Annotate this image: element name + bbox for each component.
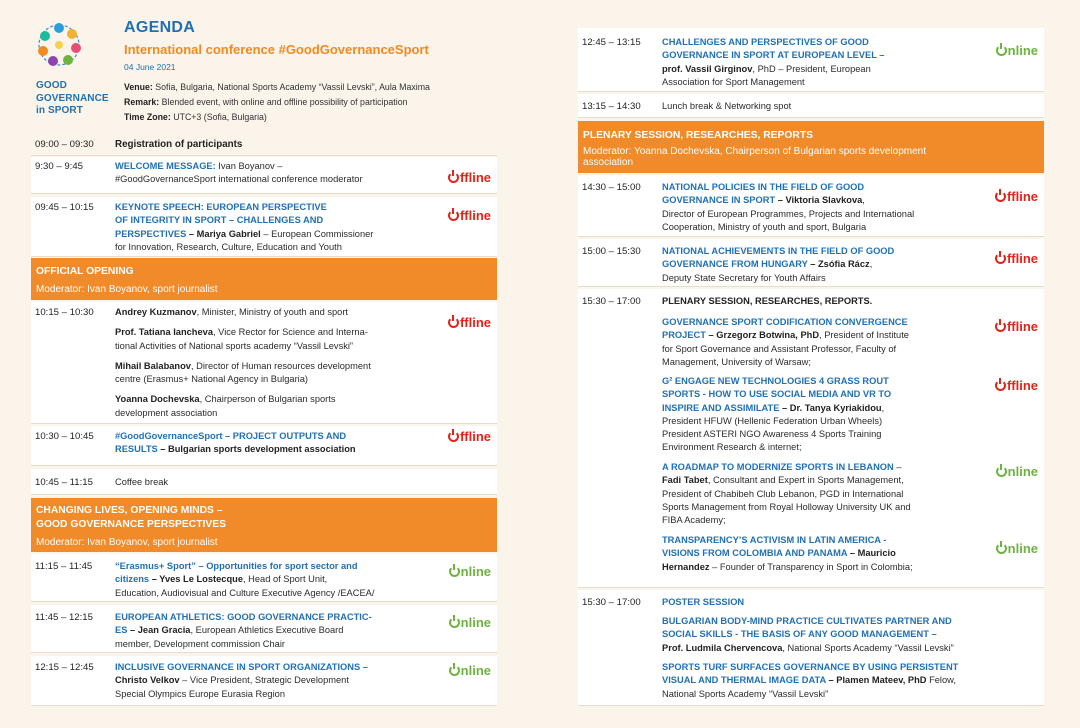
speaker-role-line-4: FIBA Academy; — [662, 515, 726, 526]
session-title: INCLUSIVE GOVERNANCE IN SPORT ORGANIZATIONS – — [115, 662, 368, 672]
online-badge — [449, 564, 491, 579]
row-time: 11:45 – 12:15 — [35, 612, 93, 623]
speaker-comma: , — [869, 259, 873, 270]
speaker-role-line-2: tional Activities of National sports academy “Vassil Levski” — [115, 340, 354, 351]
row-time: 9:30 – 9:45 — [35, 161, 84, 172]
row-text — [115, 430, 435, 457]
session-title-line-1: #GoodGovernanceSport – PROJECT OUTPUTS AND — [115, 431, 347, 441]
speaker-role-line-2: for Sport Governance and Assistant Professor, Faculty of — [662, 343, 897, 354]
section-title-line-1: CHANGING LIVES, OPENING MINDS – — [36, 505, 223, 516]
online-badge — [996, 464, 1038, 479]
poster-title-line-2: SOCIAL SKILLS - THE BASIS OF ANY GOOD MANAGEMENT – — [662, 629, 937, 640]
speaker-name: – Bulgarian sports development association — [157, 444, 356, 455]
poster-title-line-1: BULGARIAN BODY-MIND PRACTICE CULTIVATES PARTNER AND — [662, 616, 952, 626]
session-title-line-1: NATIONAL ACHIEVEMENTS IN THE FIELD OF GOOD — [662, 246, 895, 256]
speaker-name: Mihail Balabanov — [115, 360, 191, 371]
session-title-line-1: EUROPEAN ATHLETICS: GOOD GOVERNANCE PRACTIC- — [115, 612, 372, 622]
row-time: 09:45 – 10:15 — [35, 202, 94, 213]
report-title-line-1: A ROADMAP TO MODERNIZE SPORTS IN LEBANON — [662, 462, 894, 472]
agenda-row-european-athletics — [31, 605, 497, 653]
speaker-name: Andrey Kuzmanov — [115, 307, 197, 317]
session-title-line-2: OF INTEGRITY IN SPORT – CHALLENGES AND — [115, 215, 324, 226]
agenda-row-coffee-break — [31, 469, 497, 495]
agenda-header — [31, 0, 497, 135]
left-column — [31, 0, 497, 699]
offline-badge — [995, 251, 1038, 266]
speaker-role: , Head of Sport Unit, — [243, 574, 328, 585]
offline-power-icon — [448, 431, 459, 442]
agenda-row-challenges — [578, 28, 1044, 92]
online-label: nline — [1007, 541, 1038, 556]
row-text — [115, 160, 425, 187]
offline-power-icon — [448, 317, 459, 328]
row-time: 09:00 – 09:30 — [35, 139, 94, 150]
session-title-line-2: GOVERNANCE IN SPORT AT EUROPEAN LEVEL – — [662, 50, 885, 61]
row-text — [662, 36, 972, 89]
section-moderator-line-1: Moderator: Yoanna Dochevska, Chairperson of Bulgarian sports development — [583, 146, 926, 157]
speaker-role: , President of Institute — [819, 330, 909, 341]
offline-badge — [448, 429, 491, 444]
report-title-line-2: PROJECT — [662, 330, 706, 341]
report-title-line-2: VISIONS FROM COLOMBIA AND PANAMA — [662, 548, 848, 559]
speaker-name: – Grzegorz Botwina, PhD — [705, 330, 820, 341]
offline-power-icon — [995, 191, 1006, 202]
poster-heading: POSTER SESSION — [662, 597, 745, 607]
speaker-role-line-3: Sports Management from Royal Holloway University UK and — [662, 501, 911, 512]
speaker-name: – Zsófia Rácz — [807, 259, 870, 270]
session-title-line-1: NATIONAL POLICIES IN THE FIELD OF GOOD — [662, 182, 865, 192]
speaker-role: Director of European Programmes, Projects and International — [662, 208, 915, 219]
plenary-heading: PLENARY SESSION, RESEARCHES, REPORTS. — [662, 296, 873, 306]
speaker-role: , Consultant and Expert in Sports Management, — [707, 475, 904, 486]
row-time: 10:45 – 11:15 — [35, 477, 93, 488]
offline-label: ffline — [1006, 251, 1038, 266]
row-time: 11:15 – 11:45 — [35, 561, 93, 572]
online-power-icon — [449, 566, 460, 577]
offline-badge — [448, 208, 491, 223]
offline-label: ffline — [459, 170, 491, 185]
speaker-name: – Dr. Tanya Kyriakidou — [779, 402, 882, 413]
row-text — [115, 611, 435, 651]
speaker-list — [115, 306, 445, 420]
online-label: nline — [460, 615, 491, 630]
speaker-role: , European Athletics Executive Board — [190, 625, 344, 636]
offline-badge — [448, 315, 491, 330]
session-title-line-2: GOVERNANCE FROM HUNGARY — [662, 259, 808, 270]
row-time: 10:15 – 10:30 — [35, 307, 94, 318]
speaker-role: , PhD – President, European — [752, 63, 871, 74]
agenda-row-project-outputs — [31, 426, 497, 466]
good-governance-logo-icon — [36, 22, 82, 68]
row-text — [115, 560, 435, 600]
speaker-comma: , — [881, 402, 885, 413]
section-moderator: Moderator: Ivan Boyanov, sport journalist — [36, 284, 218, 295]
speaker-name: – Yves Le Lostecque — [149, 574, 243, 585]
report-item — [662, 534, 972, 574]
session-title-line-1: “Erasmus+ Sport” – Opportunities for sport sector and — [115, 561, 358, 571]
session-title-line-2: citizens — [115, 574, 150, 585]
speaker-role-line-3: Management, University of Warsaw; — [662, 356, 811, 367]
online-power-icon — [449, 617, 460, 628]
logo-line-governance: GOVERNANCE — [36, 92, 109, 104]
section-title: OFFICIAL OPENING — [36, 266, 134, 277]
online-label: nline — [460, 564, 491, 579]
speaker-name-line-2: Hernandez — [662, 561, 710, 572]
section-official-opening — [31, 258, 497, 300]
speaker-comma: , — [862, 195, 865, 206]
offline-label: ffline — [1006, 378, 1038, 393]
speaker-role-line-2: development association — [115, 407, 218, 418]
session-title-line-3: PERSPECTIVES — [115, 228, 187, 239]
speaker-item — [115, 360, 445, 387]
online-label: nline — [1007, 464, 1038, 479]
offline-power-icon — [995, 321, 1006, 332]
offline-label: ffline — [459, 208, 491, 223]
speaker-role-line-2: Association for Sport Management — [662, 76, 805, 87]
poster-title-line-2: VISUAL AND THERMAL IMAGE DATA — [662, 675, 826, 686]
speaker-role: #GoodGovernanceSport international conference moderator — [115, 174, 363, 185]
speaker-name: Fadi Tabet — [662, 475, 708, 486]
offline-label: ffline — [459, 429, 491, 444]
report-title-line-1: G² ENGAGE NEW TECHNOLOGIES 4 GRASS ROUT — [662, 376, 889, 386]
offline-power-icon — [448, 172, 459, 183]
conference-date: 04 June 2021 — [124, 62, 176, 72]
venue-value: Sofia, Bulgaria, National Sports Academy “Vassil Levski”, Aula Maxima — [155, 82, 430, 92]
speaker-item — [115, 306, 445, 319]
agenda-row-welcome — [31, 157, 497, 194]
speaker-role: Felow, — [926, 675, 956, 686]
speaker-role-line-2: Special Olympics Europe Eurasia Region — [115, 688, 286, 699]
speaker-role: – European Commissioner — [260, 228, 374, 239]
section-moderator — [583, 146, 926, 168]
session-title-line-2: GOVERNANCE IN SPORT — [662, 195, 776, 206]
section-moderator: Moderator: Ivan Boyanov, sport journalist — [36, 537, 218, 548]
row-time: 10:30 – 10:45 — [35, 431, 94, 442]
agenda-row-opening-speakers — [31, 302, 497, 424]
online-badge — [996, 541, 1038, 556]
speaker-role-line-2: President ASTERI NGO Awareness 4 Sports Training — [662, 429, 882, 440]
online-power-icon — [449, 665, 460, 676]
online-label: nline — [1007, 43, 1038, 58]
poster-title-line-1: SPORTS TURF SURFACES GOVERNANCE BY USING PERSISTENT — [662, 662, 959, 672]
agenda-row-national-policies — [578, 175, 1044, 237]
speaker-role-line-2: member, Development commission Chair — [115, 638, 285, 649]
speaker-name: – Mauricio — [847, 548, 896, 559]
venue-label: Venue: — [124, 82, 153, 92]
section-plenary-session — [578, 121, 1044, 173]
row-text — [662, 245, 982, 285]
logo-line-good: GOOD — [36, 80, 67, 91]
agenda-row-lunch-break — [578, 94, 1044, 118]
timezone-value: UTC+3 (Sofia, Bulgaria) — [173, 112, 267, 122]
session-title-line-2: ES — [115, 625, 128, 636]
speaker-role-line-3: Environment Research & internet; — [662, 442, 802, 453]
row-time: 15:30 – 17:00 — [582, 296, 641, 307]
offline-label: ffline — [459, 315, 491, 330]
speaker-role-line-2: Cooperation, Ministry of youth and sport, Bulgaria — [662, 221, 867, 232]
report-dash: – — [893, 462, 902, 472]
speaker-role: , Director of Human resources development — [190, 360, 371, 371]
speaker-role-line-2: Education, Audiovisual and Culture Executive Agency /EACEA/ — [115, 587, 375, 598]
speaker-role-line-2: centre (Erasmus+ National Agency in Bulgaria) — [115, 374, 309, 385]
remark-value: Blended event, with online and offline possibility of participation — [161, 97, 408, 107]
agenda-row-keynote — [31, 197, 497, 257]
speaker-name: – Plamen Mateev, PhD — [825, 675, 927, 686]
row-text — [662, 181, 982, 234]
speaker-name: – Mariya Gabriel — [186, 228, 261, 239]
online-badge — [996, 43, 1038, 58]
poster-item — [662, 615, 1032, 655]
session-title-line-1: KEYNOTE SPEECH: EUROPEAN PERSPECTIVE — [115, 202, 327, 212]
row-text: Lunch break & Networking spot — [662, 101, 792, 111]
row-time: 13:15 – 14:30 — [582, 101, 641, 112]
row-text: Registration of participants — [115, 139, 243, 150]
session-title: WELCOME MESSAGE: — [115, 161, 216, 171]
speaker-item — [115, 326, 445, 353]
speaker-role-line-2: for Innovation, Research, Culture, Education and Youth — [115, 241, 342, 252]
row-text — [115, 661, 435, 701]
speaker-name: – Jean Gracia — [127, 625, 191, 636]
offline-power-icon — [448, 210, 459, 221]
report-title-line-2: SPORTS - HOW TO USE SOCIAL MEDIA AND VR TO — [662, 389, 892, 400]
report-item — [662, 461, 972, 527]
row-text — [115, 201, 435, 254]
poster-item — [662, 661, 1032, 701]
online-power-icon — [996, 466, 1007, 477]
speaker-role: , Minister, Ministry of youth and sport — [196, 307, 349, 317]
row-time: 14:30 – 15:00 — [582, 182, 641, 193]
row-time: 12:15 – 12:45 — [35, 662, 94, 673]
offline-power-icon — [995, 253, 1006, 264]
online-label: nline — [460, 663, 491, 678]
row-time: 12:45 – 13:15 — [582, 37, 641, 48]
speaker-item — [115, 393, 445, 420]
speaker-name: Prof. Ludmila Chervencova — [662, 642, 783, 653]
speaker-role: – Vice President, Strategic Development — [179, 675, 349, 686]
report-title-line-1: GOVERNANCE SPORT CODIFICATION CONVERGENCE — [662, 317, 908, 327]
row-time: 15:30 – 17:00 — [582, 597, 641, 608]
speaker-role-line-2: President of Chabibeh Club Lebanon, PGD in International — [662, 488, 904, 499]
speaker-name: Yoanna Dochevska — [115, 394, 200, 405]
logo-line-sport: in SPORT — [36, 105, 83, 116]
speaker-role: Deputy State Secretary for Youth Affairs — [662, 272, 826, 283]
offline-badge — [448, 170, 491, 185]
speaker-name: Christo Velkov — [115, 675, 180, 686]
section-moderator-line-2: association — [583, 157, 634, 168]
page-title: AGENDA — [124, 19, 196, 36]
online-power-icon — [996, 45, 1007, 56]
report-item — [662, 375, 972, 455]
online-badge — [449, 663, 491, 678]
agenda-row-erasmus — [31, 554, 497, 602]
agenda-row-inclusive-governance — [31, 656, 497, 706]
report-title-line-1: TRANSPARENCY’S ACTIVISM IN LATIN AMERICA - — [662, 535, 887, 545]
speaker-role-line-2: National Sports Academy “Vassil Levski” — [662, 688, 829, 699]
offline-power-icon — [995, 380, 1006, 391]
speaker-role: , Vice Rector for Science and Interna- — [213, 327, 368, 338]
speaker-role: President HFUW (Hellenic Federation Urban Wheels) — [662, 415, 883, 426]
section-title-line-2: GOOD GOVERNANCE PERSPECTIVES — [36, 519, 226, 530]
offline-label: ffline — [1006, 189, 1038, 204]
agenda-row-registration — [31, 135, 497, 156]
section-title: PLENARY SESSION, RESEARCHES, REPORTS — [583, 130, 814, 141]
speaker-name: prof. Vassil Girginov — [662, 63, 753, 74]
row-text: Coffee break — [115, 477, 169, 487]
speaker-name: Ivan Boyanov – — [215, 161, 283, 171]
session-title-line-1: CHALLENGES AND PERSPECTIVES OF GOOD — [662, 37, 869, 47]
row-time: 15:00 – 15:30 — [582, 246, 641, 257]
agenda-row-plenary-reports — [578, 289, 1044, 588]
speaker-role: , National Sports Academy “Vassil Levski” — [782, 642, 954, 653]
logo-text — [36, 80, 109, 118]
conference-title: International conference #GoodGovernanceSport — [124, 42, 429, 57]
report-item — [662, 316, 972, 369]
offline-badge — [995, 189, 1038, 204]
session-title-line-2: RESULTS — [115, 444, 158, 455]
speaker-name: – Viktoria Slavkova — [775, 195, 863, 206]
agenda-row-poster-session — [578, 590, 1044, 706]
online-power-icon — [996, 543, 1007, 554]
online-badge — [449, 615, 491, 630]
timezone-label: Time Zone: — [124, 112, 171, 122]
remark-label: Remark: — [124, 97, 160, 107]
section-changing-lives — [31, 498, 497, 552]
offline-badge — [995, 319, 1038, 334]
agenda-row-hungary — [578, 239, 1044, 287]
conference-meta — [124, 80, 504, 125]
report-title-line-3: INSPIRE AND ASSIMILATE — [662, 402, 780, 413]
speaker-role: , Chairperson of Bulgarian sports — [199, 394, 336, 405]
speaker-name: Prof. Tatiana Iancheva — [115, 327, 213, 338]
offline-label: ffline — [1006, 319, 1038, 334]
speaker-role: – Founder of Transparency in Sport in Colombia; — [709, 561, 913, 572]
offline-badge — [995, 378, 1038, 393]
